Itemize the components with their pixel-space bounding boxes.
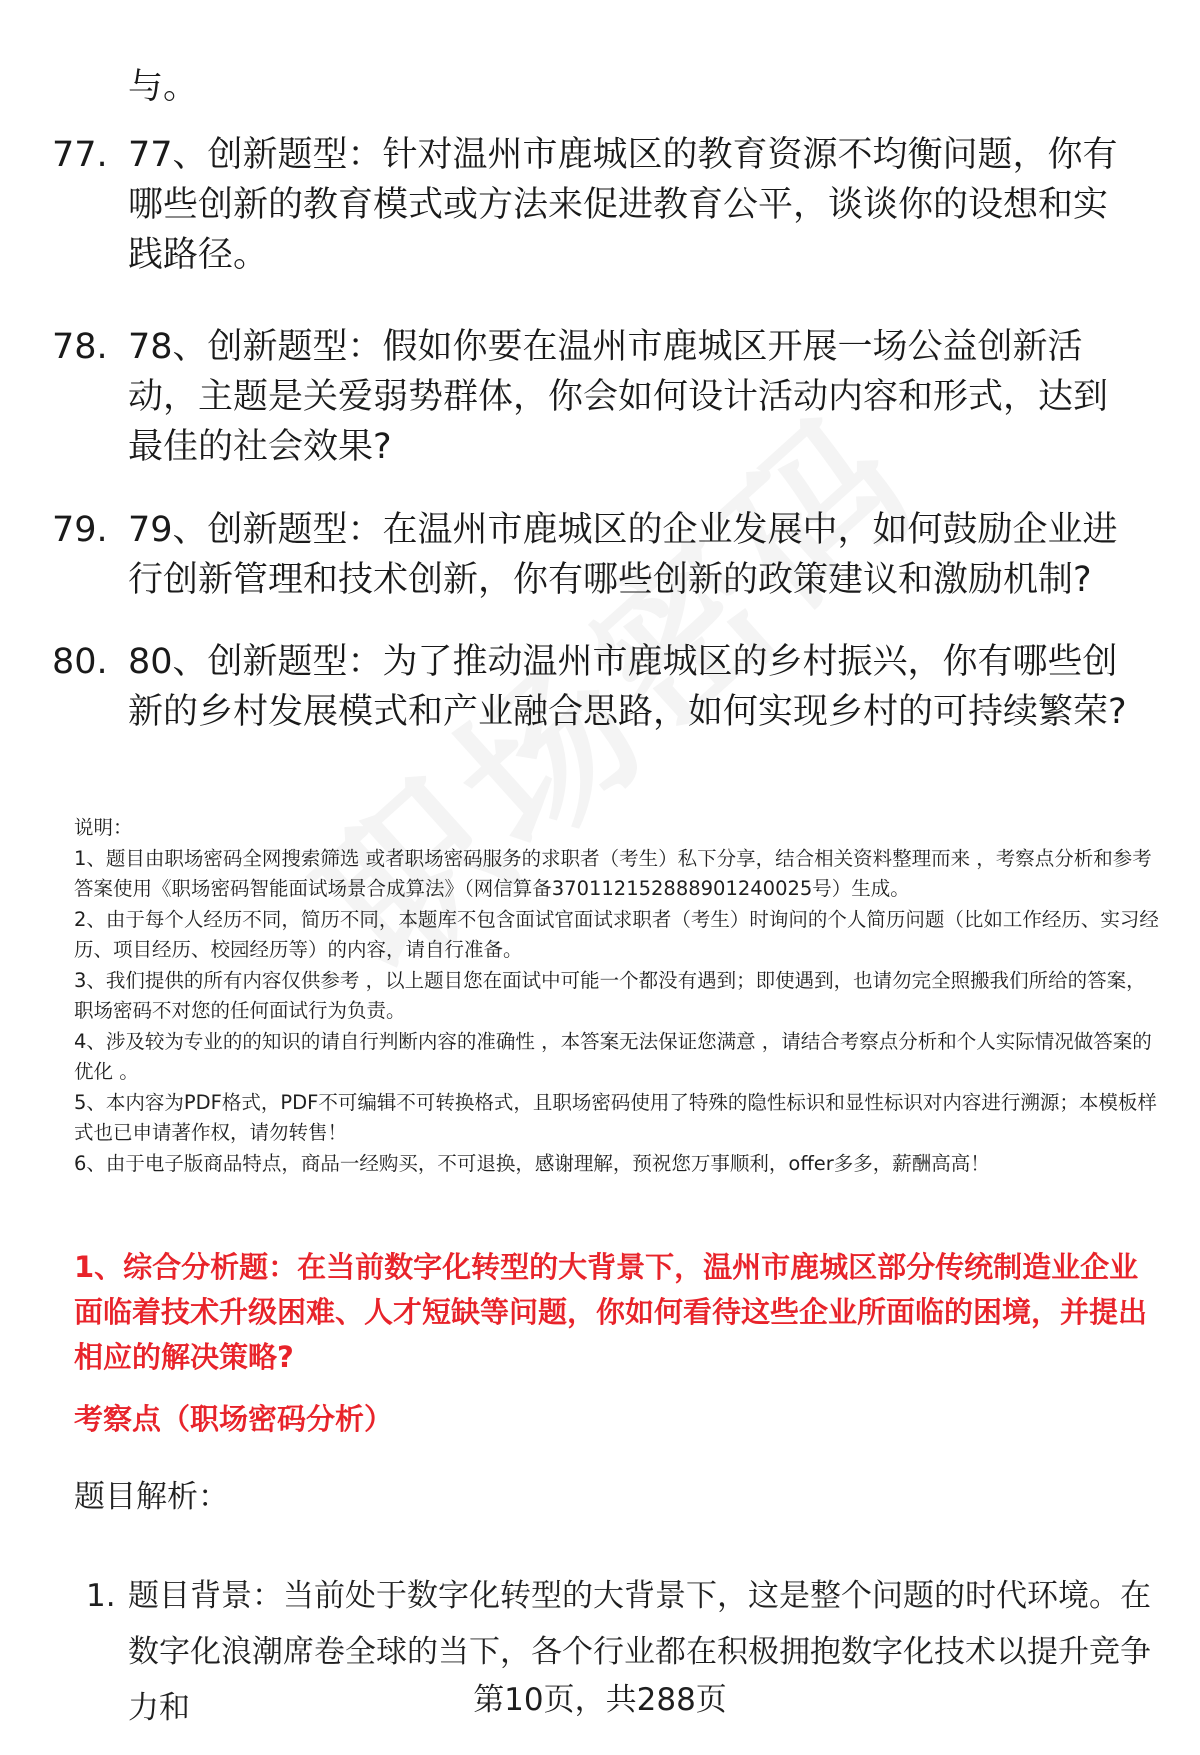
question-number: 79. bbox=[52, 510, 108, 550]
note-item: 1、题目由职场密码全网搜索筛选 或者职场密码服务的求职者（考生）私下分享，结合相关资料整理而来 ，考察点分析和参考答案使用《职场密码智能面试场景合成算法》（网信算备370112152888901240025号）生成。 bbox=[74, 846, 1152, 900]
question-number: 77. bbox=[52, 135, 108, 175]
question-text: 77、创新题型：针对温州市鹿城区的教育资源不均衡问题，你有哪些创新的教育模式或方法来促进教育公平，谈谈你的设想和实践路径。 bbox=[128, 135, 1118, 275]
question-number: 78. bbox=[52, 327, 108, 367]
note-item: 2、由于每个人经历不同，简历不同，本题库不包含面试官面试求职者（考生）时询问的个人简历问题（比如工作经历、实习经历、项目经历、校园经历等）的内容，请自行准备。 bbox=[74, 907, 1159, 961]
question-number: 80. bbox=[52, 642, 108, 682]
list-item-text: 题目背景：当前处于数字化转型的大背景下，这是整个问题的时代环境。在数字化浪潮席卷全球的当下，各个行业都在积极拥抱数字化技术以提升竞争力和 bbox=[128, 1578, 1151, 1726]
notes-section bbox=[74, 813, 1159, 1179]
question-text: 78、创新题型：假如你要在温州市鹿城区开展一场公益创新活动，主题是关爱弱势群体，你会如何设计活动内容和形式，达到最佳的社会效果? bbox=[128, 327, 1109, 467]
page-number-footer: 第10页，共288页 bbox=[473, 1682, 727, 1718]
question-text: 80、创新题型：为了推动温州市鹿城区的乡村振兴，你有哪些创新的乡村发展模式和产业融合思路，如何实现乡村的可持续繁荣? bbox=[128, 642, 1127, 732]
continuation-text: 与。 bbox=[128, 67, 199, 107]
kaochadian-heading: 考察点（职场密码分析） bbox=[74, 1402, 394, 1436]
note-item: 5、本内容为PDF格式，PDF不可编辑不可转换格式，且职场密码使用了特殊的隐性标识和显性标识对内容进行溯源；本模板样式也已申请著作权，请勿转售！ bbox=[74, 1090, 1157, 1144]
list-item-number: 1. bbox=[86, 1578, 116, 1614]
notes-title: 说明： bbox=[74, 816, 133, 839]
analysis-label: 题目解析： bbox=[74, 1479, 229, 1515]
analysis-question-heading: 1、综合分析题：在当前数字化转型的大背景下，温州市鹿城区部分传统制造业企业面临着技术升级困难、人才短缺等问题，你如何看待这些企业所面临的困境，并提出相应的解决策略? bbox=[74, 1250, 1148, 1374]
note-item: 6、由于电子版商品特点，商品一经购买，不可退换，感谢理解，预祝您万事顺利，offer多多，薪酬高高！ bbox=[74, 1151, 990, 1175]
question-text: 79、创新题型：在温州市鹿城区的企业发展中，如何鼓励企业进行创新管理和技术创新，你有哪些创新的政策建议和激励机制? bbox=[128, 510, 1118, 600]
note-item: 3、我们提供的所有内容仅供参考 ，以上题目您在面试中可能一个都没有遇到；即使遇到，也请勿完全照搬我们所给的答案，职场密码不对您的任何面试行为负责。 bbox=[74, 968, 1146, 1022]
note-item: 4、涉及较为专业的的知识的请自行判断内容的准确性 ，本答案无法保证您满意 ，请结合考察点分析和个人实际情况做答案的优化 。 bbox=[74, 1029, 1152, 1083]
